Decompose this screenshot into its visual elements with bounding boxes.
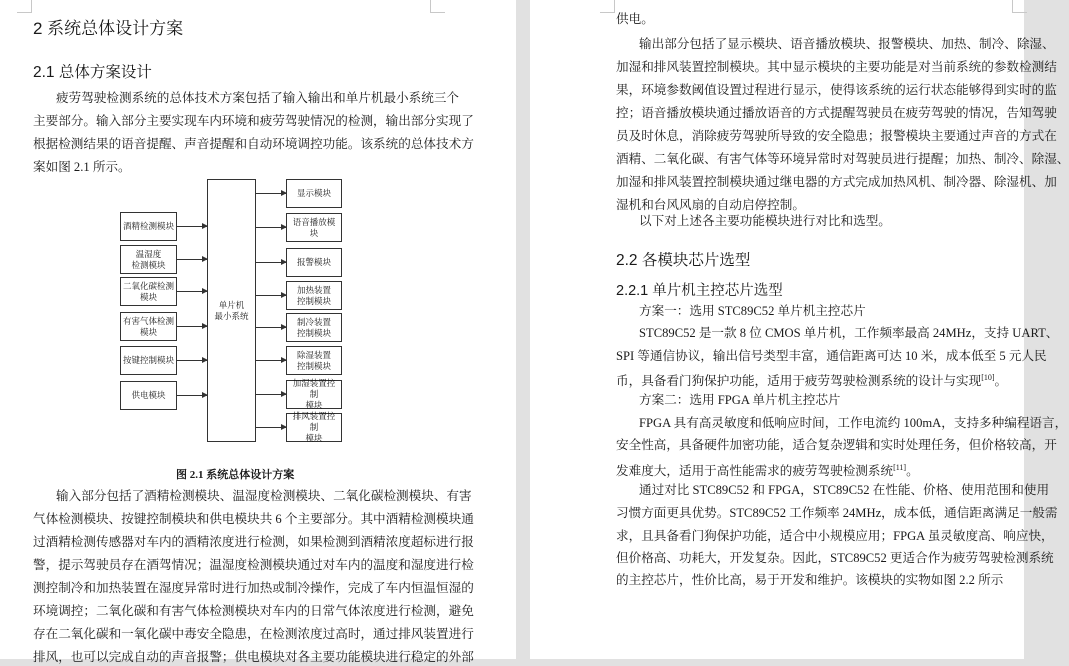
citation-ref[interactable]: [11] — [893, 463, 907, 472]
paragraph-line: 员及时休息，消除疲劳驾驶所导致的安全隐患；报警模块主要通过声音的方式在 — [616, 129, 1057, 143]
margin-corner-mark — [600, 0, 615, 13]
paragraph-line: 警，提示驾驶员存在酒驾情况；温湿度检测模块通过对车内的温度和湿度进行检 — [33, 558, 474, 572]
option-title: 方案一：选用 STC89C52 单片机主控芯片 — [639, 304, 866, 318]
paragraph-line: 果，环境参数阈值设置过程进行显示，使得该系统的运行状态能够得到实时的监 — [616, 83, 1057, 97]
paragraph-line: 输入部分包括了酒精检测模块、温湿度检测模块、二氧化碳检测模块、有害 — [56, 489, 472, 503]
paragraph-line: 湿机和台风风扇的自动启停控制。 — [616, 198, 805, 212]
paragraph-text: 发难度大，适用于高性能需求的疲劳驾驶检测系统 — [616, 464, 894, 479]
paragraph-line: 环境调控；二氧化碳和有害气体检测模块对车内的日常气体浓度进行检测，避免 — [33, 604, 474, 618]
diagram-input-box: 供电模块 — [120, 381, 177, 410]
diagram-arrow — [256, 394, 286, 395]
paragraph-text: 币，具备看门狗保护功能，适用于疲劳驾驶检测系统的设计与实现 — [616, 374, 982, 389]
subsection-heading: 2.2.1 单片机主控芯片选型 — [616, 283, 783, 299]
paragraph-text: 。 — [994, 374, 1008, 389]
paragraph-line: 主要部分。输入部分主要实现车内环境和疲劳驾驶情况的检测，输出部分实现了 — [33, 114, 474, 128]
paragraph-line: 酒精、二氧化碳、有害气体等环境异常时对驾驶员进行提醒；加热、制冷、除湿、 — [616, 152, 1069, 166]
paragraph-line: 存在二氧化碳和一氧化碳中毒安全隐患，在检测浓度过高时，通过排风装置进行 — [33, 627, 474, 641]
diagram-arrow — [256, 360, 286, 361]
paragraph-line: 根据检测结果的语音提醒、声音提醒和自动环境调控功能。该系统的总体技术方 — [33, 137, 474, 151]
chapter-heading: 2 系统总体设计方案 — [33, 19, 184, 38]
paragraph-line: 但价格高、功耗大，开发复杂。因此，STC89C52 更适合作为疲劳驾驶检测系统 — [616, 551, 1054, 565]
paragraph-line: 排风，也可以完成自动的声音报警；供电模块对各主要功能模块进行稳定的外部 — [33, 650, 474, 664]
paragraph-line: 求，且具备看门狗保护功能，适合中小规模应用；FPGA 虽灵敏度高、响应快， — [616, 529, 1054, 543]
paragraph-line: 输出部分包括了显示模块、语音播放模块、报警模块、加热、制冷、除湿、 — [639, 37, 1055, 51]
figure-caption: 图 2.1 系统总体设计方案 — [176, 469, 295, 481]
diagram-output-box: 除湿装置 控制模块 — [286, 346, 342, 375]
diagram-arrow — [256, 193, 286, 194]
paragraph-line: STC89C52 是一款 8 位 CMOS 单片机，工作频率最高 24MHz，支持 UART、 — [639, 326, 1059, 340]
diagram-arrow — [256, 262, 286, 263]
document-page-right — [530, 0, 1069, 659]
diagram-input-box: 按键控制模块 — [120, 346, 177, 375]
diagram-input-box: 酒精检测模块 — [120, 212, 177, 241]
margin-corner-mark — [17, 0, 32, 13]
diagram-output-box: 显示模块 — [286, 179, 342, 208]
diagram-input-box: 二氧化碳检测 模块 — [120, 277, 177, 306]
paragraph-line: 疲劳驾驶检测系统的总体技术方案包括了输入输出和单片机最小系统三个 — [56, 91, 459, 105]
citation-ref[interactable]: [10] — [981, 373, 995, 382]
paragraph-line: 过酒精检测传感器对车内的酒精浓度进行检测，如果检测到酒精浓度超标进行报 — [33, 535, 474, 549]
diagram-arrow — [177, 326, 207, 327]
diagram-center-box: 单片机 最小系统 — [207, 179, 256, 442]
paragraph-line: 气体检测模块、按键控制模块和供电模块共 6 个主要部分。其中酒精检测模块通 — [33, 512, 474, 526]
paragraph-line: 安全性高，具备硬件加密功能，适合复杂逻辑和实时处理任务，但价格较高，开 — [616, 438, 1057, 452]
section-heading: 2.2 各模块芯片选型 — [616, 252, 751, 269]
margin-corner-mark — [1012, 0, 1027, 13]
paragraph-line: FPGA 具有高灵敏度和低响应时间，工作电流约 100mA，支持多种编程语言， — [639, 416, 1068, 430]
diagram-output-box: 报警模块 — [286, 248, 342, 277]
document-page-left — [0, 0, 516, 664]
diagram-arrow — [256, 427, 286, 428]
margin-corner-mark — [430, 0, 445, 13]
paragraph-text: 。 — [906, 464, 919, 479]
diagram-output-box: 加湿装置控制 模块 — [286, 380, 342, 409]
diagram-arrow — [177, 291, 207, 292]
paragraph-line: 习惯方面更具优势。STC89C52 工作频率 24MHz，成本低，通信距离满足一般需 — [616, 506, 1058, 520]
option-title: 方案二：选用 FPGA 单片机主控芯片 — [639, 393, 841, 407]
diagram-output-box: 语音播放模块 — [286, 213, 342, 242]
diagram-output-box: 制冷装置 控制模块 — [286, 313, 342, 342]
paragraph-line: 测控制冷和加热装置在湿度异常时进行加热或制冷操作，完成了车内恒温恒湿的 — [33, 581, 474, 595]
section-heading: 2.1 总体方案设计 — [33, 64, 152, 81]
paragraph-line — [616, 369, 1007, 387]
diagram-arrow — [177, 395, 207, 396]
paragraph-line: 控；语音播放模块通过播放语音的方式提醒驾驶员在疲劳驾驶的情况，告知驾驶 — [616, 106, 1057, 120]
diagram-arrow — [256, 295, 286, 296]
paragraph-line: 加湿和排风装置控制模块通过继电器的方式完成加热风机、制冷器、除湿机、加 — [616, 175, 1057, 189]
diagram-arrow — [256, 327, 286, 328]
diagram-arrow — [177, 360, 207, 361]
paragraph-line: 以下对上述各主要功能模块进行对比和选型。 — [639, 214, 891, 228]
diagram-input-box: 有害气体检测 模块 — [120, 312, 177, 341]
paragraph-line: 供电。 — [616, 12, 654, 26]
paragraph-line — [616, 459, 919, 477]
diagram-arrow — [177, 226, 207, 227]
diagram-input-box: 温湿度 检测模块 — [120, 245, 177, 274]
diagram-output-box: 排风装置控制 模块 — [286, 413, 342, 442]
diagram-output-box: 加热装置 控制模块 — [286, 281, 342, 310]
paragraph-line: 加湿和排风装置控制模块。其中显示模块的主要功能是对当前系统的参数检测结 — [616, 60, 1057, 74]
diagram-arrow — [256, 227, 286, 228]
paragraph-line: 案如图 2.1 所示。 — [33, 160, 131, 174]
paragraph-line: SPI 等通信协议，输出信号类型丰富，通信距离可达 10 米，成本低至 5 元人民 — [616, 349, 1047, 363]
paragraph-line: 的主控芯片，性价比高，易于开发和维护。该模块的实物如图 2.2 所示 — [616, 573, 1004, 587]
paragraph-line: 通过对比 STC89C52 和 FPGA，STC89C52 在性能、价格、使用范围和使用 — [639, 483, 1050, 497]
diagram-arrow — [177, 259, 207, 260]
